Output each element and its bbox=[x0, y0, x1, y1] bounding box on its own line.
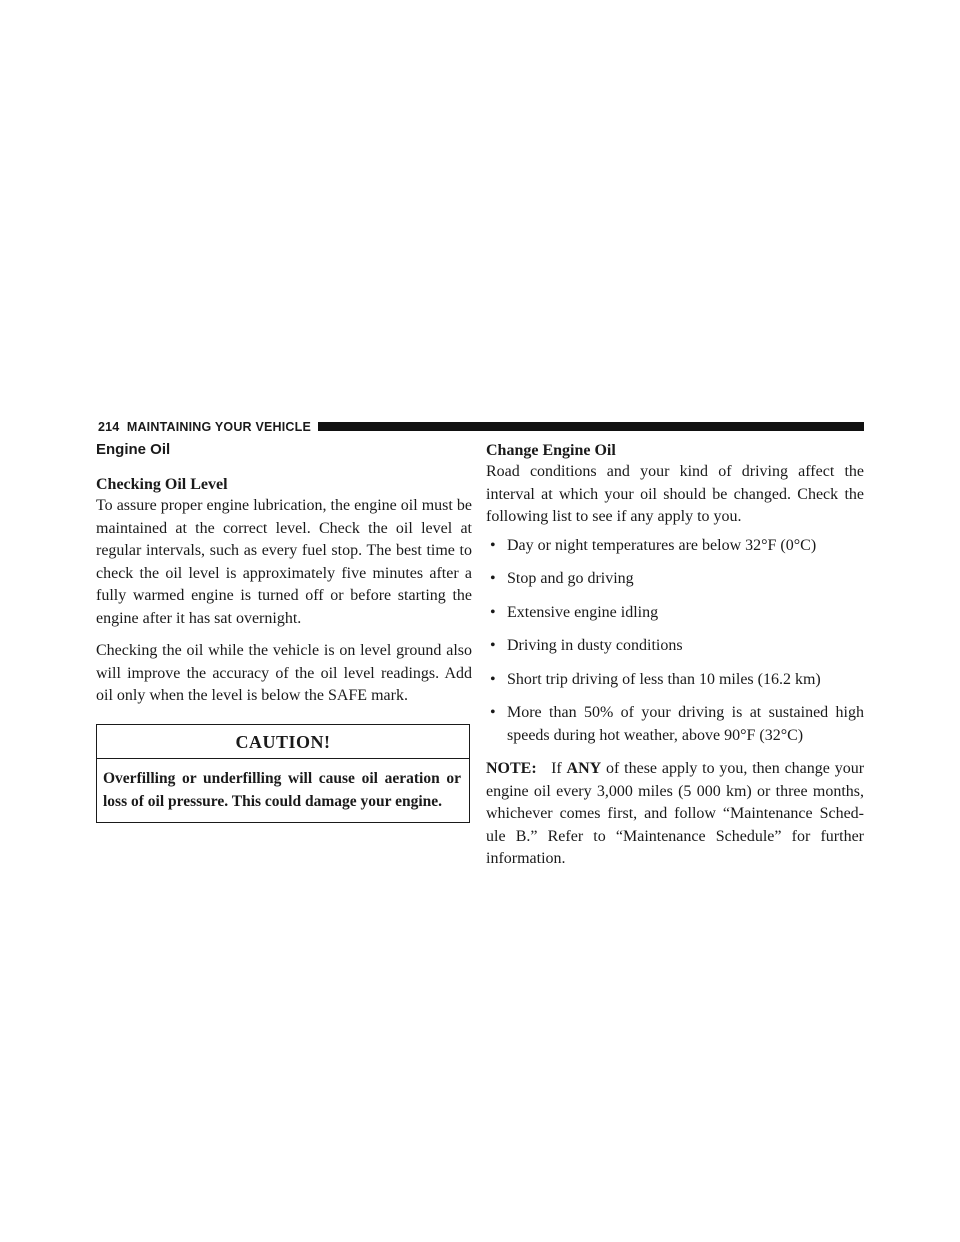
list-item bbox=[486, 635, 864, 658]
list-item bbox=[486, 702, 864, 747]
bullet-icon: • bbox=[490, 570, 496, 587]
list-item-text: Extensive engine idling bbox=[507, 603, 659, 621]
page-header-text bbox=[98, 419, 311, 435]
caution-body: Overfilling or underfilling will cause oil aeration or loss of oil pressure. This could damage your engine. bbox=[103, 770, 461, 810]
note-text: of these apply to you, then change your engine oil every 3,000 miles (5 000 km) or three months, whichever comes first, and follow “Maintenance Sched- ule B.” Refer to “Maintenance Schedule” for further information. bbox=[486, 760, 865, 867]
note-emphasis: ANY bbox=[566, 760, 602, 777]
section-name: MAINTAINING YOUR VEHICLE bbox=[126, 420, 312, 434]
conditions-list bbox=[486, 535, 864, 748]
section-title: Engine Oil bbox=[96, 441, 171, 458]
header-rule bbox=[318, 422, 864, 431]
right-column bbox=[486, 440, 864, 871]
checking-oil-level-heading: Checking Oil Level bbox=[96, 476, 228, 493]
page-header bbox=[96, 419, 864, 435]
list-item-text: Short trip driving of less than 10 miles (16.2 km) bbox=[507, 670, 821, 688]
note-label: NOTE: bbox=[486, 760, 537, 777]
page-number: 214 bbox=[98, 420, 120, 434]
list-item bbox=[486, 535, 864, 558]
note-prefix: If bbox=[551, 760, 562, 777]
change-oil-intro: Road conditions and your kind of driving affect the interval at which your oil should be changed. Check the following list to see if any apply to you. bbox=[486, 463, 864, 525]
checking-oil-paragraph-2: Checking the oil while the vehicle is on level ground also will improve the accuracy of the oil level readings. Add oil only when the level is below the SAFE mark. bbox=[96, 642, 472, 704]
list-item bbox=[486, 602, 864, 625]
bullet-icon: • bbox=[490, 536, 496, 554]
list-item bbox=[486, 669, 864, 692]
list-item-text: More than 50% of your driving is at sustained high speeds during hot weather, above 90°F (32°C) bbox=[507, 704, 864, 744]
checking-oil-paragraph-1: To assure proper engine lubrication, the engine oil must be maintained at the correct level. Check the oil level at regular intervals, such as every fuel stop. The best time to check the oil level is approximately five minutes after a fully warmed engine is turned off or before starting the engine after it has sat overnight. bbox=[96, 497, 472, 627]
list-item-text: Driving in dusty conditions bbox=[507, 637, 683, 654]
left-column bbox=[96, 440, 472, 823]
caution-box bbox=[96, 724, 470, 824]
list-item bbox=[486, 568, 864, 591]
list-item-text: Stop and go driving bbox=[507, 570, 634, 587]
bullet-icon: • bbox=[490, 704, 496, 721]
bullet-icon: • bbox=[490, 637, 496, 654]
note-paragraph bbox=[486, 758, 864, 871]
change-engine-oil-heading: Change Engine Oil bbox=[486, 442, 616, 459]
bullet-icon: • bbox=[490, 670, 496, 688]
bullet-icon: • bbox=[490, 603, 496, 621]
list-item-text: Day or night temperatures are below 32°F (0°C) bbox=[507, 536, 817, 554]
caution-title: CAUTION! bbox=[97, 725, 469, 760]
